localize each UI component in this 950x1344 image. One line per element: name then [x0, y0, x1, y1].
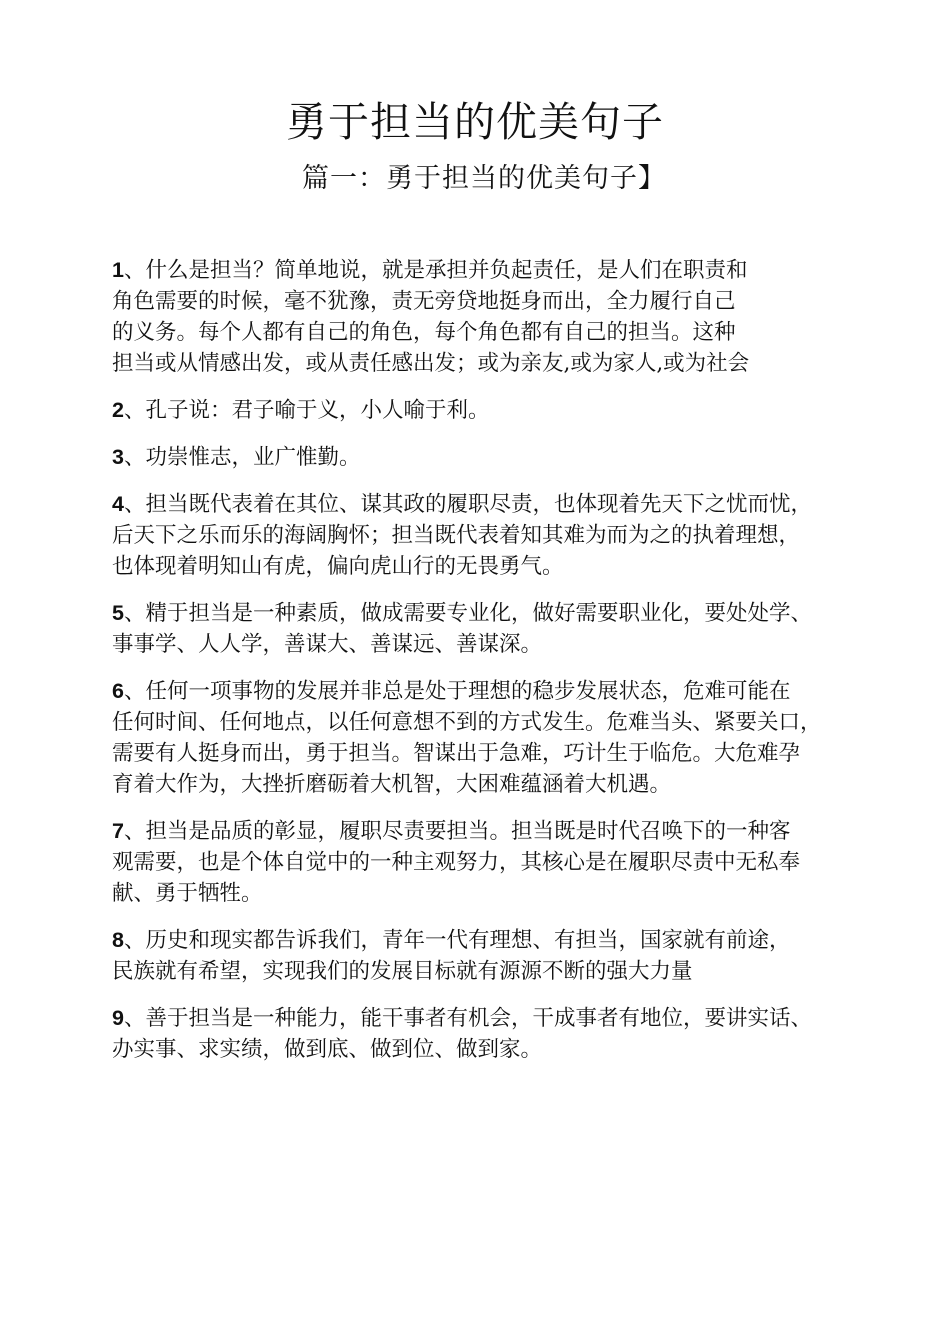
paragraph-line: 育着大作为，大挫折磨砺着大机智，大困难蕴涵着大机遇。: [112, 772, 672, 797]
item-number: 2: [112, 398, 124, 422]
line-text: 、善于担当是一种能力，能干事者有机会，干成事者有地位，要讲实话、: [123, 1006, 812, 1031]
item-number: 8: [112, 928, 124, 952]
paragraph-1: [112, 255, 892, 379]
paragraph-8: [112, 925, 892, 987]
line-text: 、历史和现实都告诉我们，青年一代有理想、有担当，国家就有前途，: [123, 928, 791, 953]
item-number: 5: [112, 601, 124, 625]
paragraph-line: [112, 395, 892, 426]
paragraph-line: [112, 816, 892, 847]
paragraph-line: 事事学、人人学，善谋大、善谋远、善谋深。: [112, 632, 543, 657]
line-text: 、任何一项事物的发展并非总是处于理想的稳步发展状态，危难可能在: [123, 679, 791, 704]
paragraph-line: [112, 442, 892, 473]
paragraph-line: [112, 489, 892, 520]
paragraph-4: [112, 489, 892, 582]
line-text: 、孔子说：君子喻于义，小人喻于利。: [123, 398, 490, 423]
paragraph-line: 后天下之乐而乐的海阔胸怀；担当既代表着知其难为而为之的执着理想，: [112, 523, 801, 548]
line-text: 、功崇惟志，业广惟勤。: [123, 445, 361, 470]
paragraph-line: [112, 676, 892, 707]
line-text: 、担当是品质的彰显，履职尽责要担当。担当既是时代召唤下的一种客: [123, 819, 791, 844]
paragraph-line: 任何时间、任何地点，以任何意想不到的方式发生。危难当头、紧要关口，: [112, 710, 822, 735]
paragraph-line: 需要有人挺身而出，勇于担当。智谋出于急难，巧计生于临危。大危难孕: [112, 741, 801, 766]
paragraph-5: [112, 598, 892, 660]
paragraph-line: [112, 598, 892, 629]
item-number: 7: [112, 819, 124, 843]
paragraph-2: [112, 395, 892, 426]
document-body: [112, 255, 892, 1081]
document-subtitle: 篇一：勇于担当的优美句子】: [302, 163, 666, 194]
paragraph-line: [112, 1003, 892, 1034]
paragraph-line: 献、勇于牺牲。: [112, 881, 263, 906]
paragraph-9: [112, 1003, 892, 1065]
document-title: 勇于担当的优美句子: [286, 98, 664, 146]
line-text: 、什么是担当？简单地说，就是承担并负起责任，是人们在职责和: [123, 258, 748, 283]
paragraph-line: 办实事、求实绩，做到底、做到位、做到家。: [112, 1037, 543, 1062]
item-number: 1: [112, 258, 124, 282]
paragraph-line: 角色需要的时候，毫不犹豫，责无旁贷地挺身而出，全力履行自己: [112, 289, 736, 314]
paragraph-line: 的义务。每个人都有自己的角色，每个角色都有自己的担当。这种: [112, 320, 736, 345]
item-number: 4: [112, 492, 124, 516]
paragraph-6: [112, 676, 892, 800]
line-text: 、精于担当是一种素质，做成需要专业化，做好需要职业化，要处处学、: [123, 601, 812, 626]
item-number: 9: [112, 1006, 124, 1030]
paragraph-3: [112, 442, 892, 473]
paragraph-line: [112, 255, 892, 286]
paragraph-line: 观需要，也是个体自觉中的一种主观努力，其核心是在履职尽责中无私奉: [112, 850, 801, 875]
line-text: 、担当既代表着在其位、谋其政的履职尽责，也体现着先天下之忧而忧，: [123, 492, 812, 517]
paragraph-line: 也体现着明知山有虎，偏向虎山行的无畏勇气。: [112, 554, 564, 579]
item-number: 3: [112, 445, 124, 469]
paragraph-line: 民族就有希望，实现我们的发展目标就有源源不断的强大力量: [112, 959, 693, 984]
item-number: 6: [112, 679, 124, 703]
paragraph-line: 担当或从情感出发，或从责任感出发；或为亲友,或为家人,或为社会: [112, 351, 750, 376]
paragraph-7: [112, 816, 892, 909]
paragraph-line: [112, 925, 892, 956]
